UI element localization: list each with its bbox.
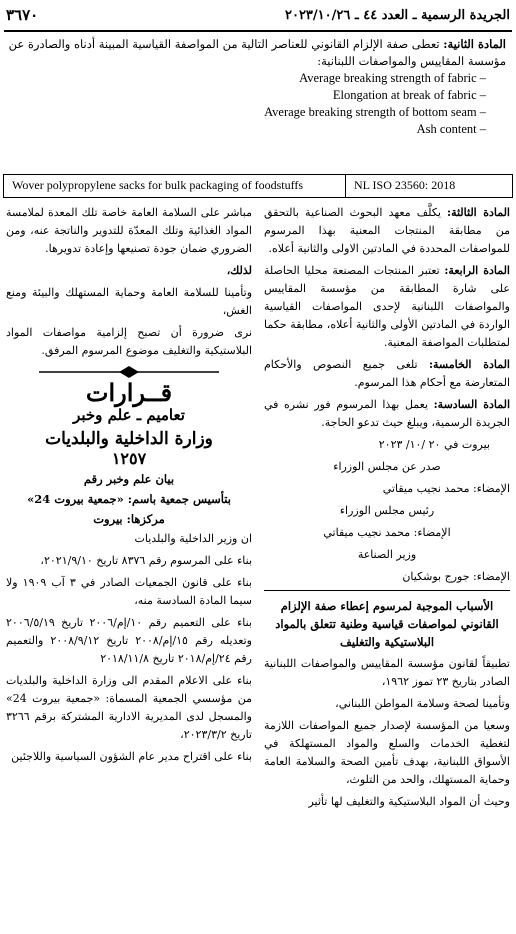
left-column — [6, 204, 252, 770]
page-header — [6, 4, 510, 26]
founding-line: بتأسيس جمعية باسم: «جمعية بيروت 24» — [27, 492, 231, 506]
standard-table — [3, 174, 513, 198]
minister-title: وزير الصناعة — [357, 548, 417, 561]
page-number: ٣٦٧٠ — [6, 6, 39, 24]
reason-2: وتأمينا لصحة وسلامة المواطن اللبناني، — [335, 697, 510, 710]
conclusion: نرى ضرورة أن تصبح إلزامية مواصفات المواد البلاستيكية والتغليف موضوع المرسوم المرفق. — [6, 326, 252, 357]
ash-content-item: Ash content – — [416, 122, 486, 136]
minister-intro: ان وزير الداخلية والبلديات — [134, 532, 252, 545]
decree-date: بيروت في ٢٠ /١٠/ ٢٠٢٣ — [378, 438, 490, 451]
therefore: لذلك، — [226, 264, 252, 277]
signature-2: الإمضاء: محمد نجيب ميقاتي — [323, 526, 451, 539]
article-4 — [264, 262, 510, 352]
reason-3: وسعيا من المؤسسة لإصدار جميع المواصفات اللازمة لتغطية الخدمات والسلع والمواد المستهلكة في الأسواق اللبنانية، بهدف تأمين الصحة والسلامة العامة وحماية المستهلك، والحد من التلوث، — [264, 719, 510, 786]
decisions-heading: قــرارات — [85, 378, 173, 407]
header-divider — [4, 30, 512, 32]
circulars-heading: تعاميم ـ علم وخبر — [73, 406, 185, 424]
basis-5: بناء على اقتراح مدير عام الشؤون السياسية واللاجئين — [11, 750, 252, 763]
basis-1: بناء على المرسوم رقم ٨٣٧٦ تاريخ ٢٠٢١/٩/١٠، — [40, 554, 252, 567]
standard-code: NL ISO 23560: 2018 — [354, 178, 456, 192]
article-2-text: تعطى صفة الإلزام القانوني للعناصر التالية من المواصفة القياسية المبينة أدناه والصادرة عن مؤسسة المقاييس والمواصفات اللبنانية: — [8, 37, 506, 68]
reasons-title: الأسباب الموجبة لمرسوم إعطاء صفة الإلزام القانوني لمواصفات قياسية وطنية تتعلق بالمواد البلاستيكية والتغليف — [275, 599, 499, 649]
article-3-text: يكلَّف معهد البحوث الصناعية بالتحقق من مطابقة المنتجات المعنية بهذا المرسوم للمواصفات المحددة في المادتين الاولى والثانية أعلاه. — [264, 206, 510, 255]
fabric-elongation-item: Elongation at break of fabric – — [332, 88, 486, 102]
right-column — [264, 204, 510, 815]
article-5-text: تلغى جميع النصوص والأحكام المتعارضة مع أحكام هذا المرسوم. — [264, 358, 510, 389]
article-2-label: المادة الثانية: — [443, 37, 506, 51]
standard-title: Wover polypropylene sacks for bulk packaging of foodstuffs — [4, 175, 346, 197]
article-4-label: المادة الرابعة: — [444, 264, 510, 277]
pm-title: رئيس مجلس الوزراء — [339, 504, 435, 517]
basis-2: بناء على قانون الجمعيات الصادر في ٣ آب ١٩٠٩ ولا سيما المادة السادسة منه، — [6, 576, 252, 607]
ministry-heading: وزارة الداخلية والبلديات — [45, 429, 213, 449]
seam-strength-item: Average breaking strength of bottom seam – — [264, 105, 486, 119]
fabric-breaking-item: Average breaking strength of fabric – — [299, 71, 486, 85]
ornament-divider — [6, 366, 252, 378]
reasons-continued: مباشر على السلامة العامة خاصة تلك المعدة لملامسة المواد الغذائية وتلك المعدّة للتدوير والناتجة عنه، ومن الضروري ضمان جودة تصنيعها وإعادة تدويرها. — [6, 206, 252, 255]
gazette-title: الجريدة الرسمية ـ العدد ٤٤ ـ ٢٠٢٣/١٠/٢٦ — [284, 7, 510, 23]
statement-heading: بيان علم وخبر رقم — [83, 472, 175, 486]
ornament-icon — [39, 366, 219, 378]
headquarters-line: مركزها: بيروت — [93, 512, 165, 526]
public-safety: وتأمينا للسلامة العامة وحماية المستهلك والبيئة ومنع الغش، — [6, 286, 252, 317]
section-rule — [264, 590, 510, 591]
article-6-text: يعمل بهذا المرسوم فور نشره في الجريدة الرسمية، ويبلغ حيث تدعو الحاجة. — [264, 398, 510, 429]
reason-4: وحيث أن المواد البلاستيكية والتغليف لها تأثير — [308, 795, 510, 808]
basis-4: بناء على الاعلام المقدم الى وزارة الداخلية والبلديات من مؤسسي الجمعية المسماة: «جمعية بيروت 24» والمسجل لدى المديرية الادارية المشتركة برقم ٣٢٦٦ تاريخ ٢٠٢٣/٣/٢، — [6, 674, 252, 741]
signature-1: الإمضاء: محمد نجيب ميقاتي — [382, 482, 510, 495]
article-5-label: المادة الخامسة: — [428, 358, 510, 371]
article-3 — [264, 204, 510, 258]
signature-3: الإمضاء: جورج بوشكيان — [402, 570, 510, 583]
reason-1: تطبيقاً لقانون مؤسسة المقاييس والمواصفات اللبنانية الصادر بتاريخ ٢٣ تموز ١٩٦٢، — [264, 657, 510, 688]
article-5 — [264, 356, 510, 392]
article-6 — [264, 396, 510, 432]
statement-number: ١٢٥٧ — [111, 449, 147, 468]
article-3-label: المادة الثالثة: — [447, 206, 510, 219]
basis-3: بناء على التعميم رقم ١٠/إم/٢٠٠٦ تاريخ ٢٠٠٦/٥/١٩ وتعديله رقم ١٥/إم/٢٠٠٨ تاريخ ٢٠٠٨/٩/١٢ والتعميم رقم ٢٤/إم/٢٠١٨ تاريخ ٢٠١٨/١١/٨ — [6, 616, 252, 665]
issued-by: صدر عن مجلس الوزراء — [333, 460, 441, 473]
article-4-text: تعتبر المنتجات المصنعة محليا الحاصلة على شارة المطابقة من مؤسسة المقاييس والمواصفات اللبنانية لإحدى المواصفات القياسية الواردة في المادتين الأولى والثانية أعلاه، مطابقة حكما لمتطلبات المواصفة المعنية. — [264, 264, 510, 349]
article-2 — [8, 36, 506, 138]
article-6-label: المادة السادسة: — [433, 398, 510, 411]
